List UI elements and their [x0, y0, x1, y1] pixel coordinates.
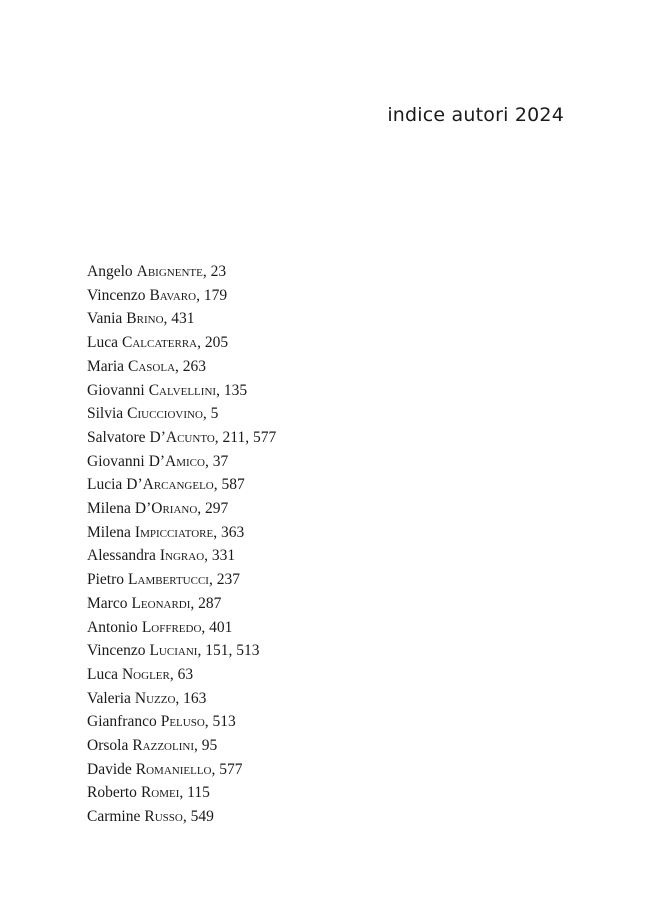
author-last-name: Brino	[126, 310, 164, 328]
author-first-name: Milena	[87, 523, 131, 541]
author-pages: , 401	[201, 618, 233, 636]
author-entry	[87, 402, 276, 426]
author-first-name: Gianfranco	[87, 713, 157, 731]
author-entry	[87, 284, 276, 308]
author-first-name: Vania	[87, 310, 123, 328]
author-last-name: Calcaterra	[121, 334, 198, 352]
author-first-name: Silvia	[87, 405, 124, 423]
author-first-name: Luca	[87, 665, 118, 683]
index-title: indice autori 2024	[387, 104, 564, 126]
author-entry	[87, 639, 276, 663]
author-pages: , 115	[179, 784, 210, 802]
author-first-name: Pietro	[87, 571, 125, 589]
author-last-name: D’Amico	[148, 452, 205, 470]
author-entry	[87, 805, 276, 829]
author-last-name: Ingrao	[159, 547, 205, 565]
author-last-name: Calvellini	[148, 381, 217, 399]
author-entry	[87, 568, 276, 592]
author-pages: , 237	[208, 571, 240, 589]
author-first-name: Angelo	[87, 263, 133, 280]
author-pages: , 95	[193, 737, 218, 755]
author-pages: , 363	[213, 523, 245, 541]
author-pages: , 287	[190, 594, 222, 612]
author-pages: , 513	[204, 713, 236, 731]
author-first-name: Salvatore	[87, 428, 146, 446]
author-last-name: Peluso	[160, 713, 205, 731]
author-pages: , 163	[175, 689, 207, 707]
author-pages: , 549	[182, 808, 214, 826]
author-pages: , 211, 577	[214, 428, 277, 446]
author-pages: , 587	[213, 476, 245, 494]
author-entry	[87, 687, 276, 711]
author-first-name: Milena	[87, 500, 131, 518]
author-pages: , 577	[211, 760, 243, 778]
author-last-name: Impicciatore	[134, 523, 214, 541]
author-first-name: Marco	[87, 594, 128, 612]
author-last-name: Ciucciovino	[127, 405, 203, 423]
author-last-name: Russo	[144, 808, 183, 826]
author-entry	[87, 710, 276, 734]
author-entry	[87, 260, 276, 284]
author-entry	[87, 473, 276, 497]
author-first-name: Luca	[87, 334, 118, 352]
author-pages: , 431	[163, 310, 195, 328]
author-last-name: Romaniello	[135, 760, 212, 778]
author-first-name: Giovanni	[87, 381, 145, 399]
author-last-name: Lambertucci	[128, 571, 209, 589]
author-index-list	[87, 260, 276, 829]
author-last-name: Leonardi	[131, 594, 191, 612]
author-last-name: Razzolini	[132, 737, 194, 755]
author-pages: , 263	[175, 357, 207, 375]
author-last-name: Nuzzo	[134, 689, 176, 707]
author-last-name: Abignente	[136, 263, 203, 280]
author-pages: , 205	[197, 334, 229, 352]
author-pages: , 331	[204, 547, 236, 565]
author-pages: , 5	[202, 405, 219, 423]
author-last-name: D’Acunto	[149, 428, 215, 446]
author-entry	[87, 616, 276, 640]
author-pages: , 23	[202, 263, 227, 280]
author-entry	[87, 734, 276, 758]
author-last-name: Casola	[128, 357, 176, 375]
author-first-name: Valeria	[87, 689, 131, 707]
author-pages: , 37	[204, 452, 229, 470]
author-pages: , 151, 513	[197, 642, 260, 660]
author-entry	[87, 307, 276, 331]
author-entry	[87, 355, 276, 379]
author-entry	[87, 592, 276, 616]
author-entry	[87, 781, 276, 805]
author-first-name: Carmine	[87, 808, 141, 826]
author-pages: , 63	[169, 665, 194, 683]
author-entry	[87, 379, 276, 403]
author-pages: , 297	[197, 500, 229, 518]
author-first-name: Vincenzo	[87, 642, 146, 660]
author-entry	[87, 544, 276, 568]
author-pages: , 135	[216, 381, 248, 399]
author-first-name: Vincenzo	[87, 286, 146, 304]
author-first-name: Lucia	[87, 476, 123, 494]
author-last-name: D’Arcangelo	[126, 476, 214, 494]
author-last-name: Bavaro	[149, 286, 197, 304]
author-first-name: Orsola	[87, 737, 129, 755]
author-first-name: Davide	[87, 760, 132, 778]
author-entry	[87, 663, 276, 687]
author-entry	[87, 497, 276, 521]
author-entry	[87, 331, 276, 355]
author-last-name: Romei	[140, 784, 180, 802]
author-last-name: Luciani	[149, 642, 198, 660]
author-last-name: Loffredo	[141, 618, 202, 636]
author-entry	[87, 426, 276, 450]
author-entry	[87, 758, 276, 782]
author-first-name: Maria	[87, 357, 125, 375]
author-first-name: Roberto	[87, 784, 137, 802]
author-entry	[87, 450, 276, 474]
author-first-name: Giovanni	[87, 452, 145, 470]
author-first-name: Alessandra	[87, 547, 156, 565]
author-entry	[87, 521, 276, 545]
author-first-name: Antonio	[87, 618, 138, 636]
author-last-name: D’Oriano	[134, 500, 198, 518]
author-pages: , 179	[196, 286, 228, 304]
author-last-name: Nogler	[121, 665, 170, 683]
